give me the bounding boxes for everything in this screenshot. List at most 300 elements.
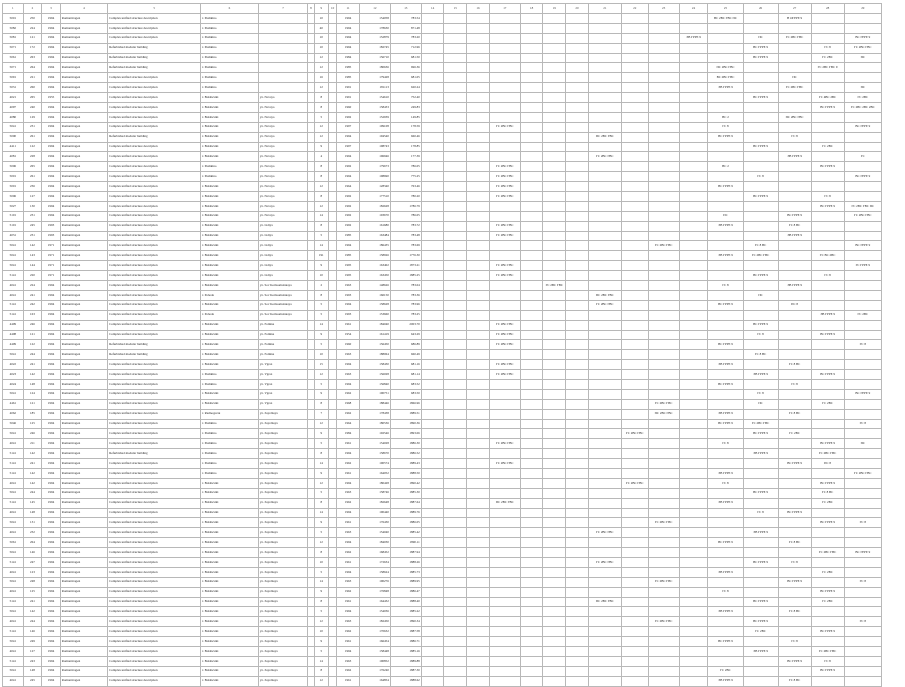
table-cell: 1994	[42, 399, 61, 409]
table-cell: 228	[23, 152, 42, 162]
table-cell: Complex unified structure description	[108, 93, 201, 103]
table-cell: Romanticagen	[60, 567, 107, 577]
table-cell: ГС 2ВС ГВС	[811, 449, 844, 459]
table-cell: ул. Zayelnaya	[258, 577, 308, 587]
table-cell	[444, 201, 467, 211]
table-cell: ГС 8 ВС	[811, 488, 844, 498]
table-cell	[444, 666, 467, 676]
table-cell: Romanticagen	[60, 103, 107, 113]
table-cell	[621, 666, 648, 676]
table-cell: 1963	[337, 528, 360, 538]
table-cell: 1994	[42, 192, 61, 202]
table-cell	[566, 399, 589, 409]
table-cell	[543, 23, 566, 33]
table-cell: 1885.25	[390, 271, 421, 281]
table-cell	[811, 172, 844, 182]
table-cell	[328, 83, 336, 93]
table-cell: 250	[23, 14, 42, 24]
table-cell: 1994	[337, 33, 360, 43]
table-cell	[844, 251, 881, 261]
table-cell: ГС 2ВС	[811, 142, 844, 152]
table-cell: 12	[314, 182, 328, 192]
table-cell: 5141	[3, 271, 24, 281]
table-cell	[679, 122, 708, 132]
table-cell: 4461	[3, 399, 24, 409]
table-cell	[588, 607, 621, 617]
table-cell	[679, 43, 708, 53]
table-cell: 660.49	[390, 350, 421, 360]
table-cell	[621, 399, 648, 409]
table-cell	[489, 419, 520, 429]
table-cell	[621, 379, 648, 389]
table-cell	[421, 281, 444, 291]
table-row	[3, 53, 882, 63]
table-cell	[328, 607, 336, 617]
table-cell	[489, 350, 520, 360]
table-cell	[621, 528, 648, 538]
table-cell: г. Bolsheviki	[201, 251, 259, 261]
table-cell: ГС 2ВС ГВС	[543, 281, 566, 291]
table-cell: ВС ГРРЕ 9	[811, 518, 844, 528]
table-cell	[444, 211, 467, 221]
table-cell: Romanticagen	[60, 93, 107, 103]
table-row	[3, 379, 882, 389]
table-cell	[543, 637, 566, 647]
table-cell	[543, 449, 566, 459]
table-cell: г. Bolsheviki	[201, 112, 259, 122]
table-cell: 775.25	[390, 172, 421, 182]
table-cell: г. Bolsheviki	[201, 656, 259, 666]
table-cell	[743, 23, 778, 33]
table-cell	[444, 577, 467, 587]
table-cell: 4041	[3, 290, 24, 300]
table-cell: г. Pushkino	[201, 33, 259, 43]
table-cell	[543, 577, 566, 587]
table-cell	[648, 271, 679, 281]
table-cell	[520, 142, 543, 152]
table-cell: ГС 2ВС ГВС	[588, 300, 621, 310]
table-cell	[679, 192, 708, 202]
table-cell: 5041	[3, 122, 24, 132]
table-cell	[421, 459, 444, 469]
table-cell	[520, 587, 543, 597]
table-row	[3, 647, 882, 657]
table-cell	[679, 518, 708, 528]
table-cell	[648, 63, 679, 73]
table-cell	[679, 103, 708, 113]
table-cell	[328, 162, 336, 172]
table-cell	[543, 597, 566, 607]
table-cell: ул. Novaya	[258, 192, 308, 202]
table-cell: г. Bolsheviki	[201, 350, 259, 360]
table-cell: 181113	[359, 83, 390, 93]
table-cell	[566, 182, 589, 192]
table-cell	[489, 251, 520, 261]
table-cell: 154040	[359, 528, 390, 538]
table-cell	[421, 508, 444, 518]
table-cell	[566, 290, 589, 300]
table-cell: 786.05	[390, 211, 421, 221]
table-cell: ГС 2ВС ГВС	[648, 617, 679, 627]
table-cell	[566, 419, 589, 429]
table-cell	[328, 241, 336, 251]
table-cell: 5041	[3, 488, 24, 498]
table-cell: 4024	[3, 379, 24, 389]
table-cell: 681.05	[390, 73, 421, 83]
table-cell: ВС ГРРЕ 9	[708, 637, 743, 647]
table-cell	[566, 379, 589, 389]
table-cell	[489, 409, 520, 419]
table-cell	[467, 429, 490, 439]
table-cell: 1997	[337, 142, 360, 152]
table-cell: 172634	[359, 557, 390, 567]
table-cell	[328, 459, 336, 469]
table-cell: 5	[314, 567, 328, 577]
table-cell	[421, 647, 444, 657]
table-cell: Complex unified structure description	[108, 23, 201, 33]
table-cell	[679, 676, 708, 686]
table-cell	[444, 647, 467, 657]
table-cell: ГС 2ВС ГВС	[489, 459, 520, 469]
table-cell: 154036	[359, 607, 390, 617]
table-cell: 1992	[337, 192, 360, 202]
table-cell: Romanticagen	[60, 350, 107, 360]
table-cell: 1866.96	[390, 399, 421, 409]
table-cell: Complex unified structure description	[108, 221, 201, 231]
table-cell: 158746	[359, 488, 390, 498]
table-cell: ЭВ ГРРЕ 9	[708, 409, 743, 419]
table-cell	[489, 300, 520, 310]
table-cell	[648, 567, 679, 577]
table-cell	[328, 152, 336, 162]
table-cell: 178438	[359, 409, 390, 419]
table-cell: 4041	[3, 508, 24, 518]
table-cell	[421, 637, 444, 647]
table-cell: ГС 8	[778, 637, 811, 647]
table-cell: 124	[23, 389, 42, 399]
table-cell	[679, 271, 708, 281]
table-cell: 158448	[359, 647, 390, 657]
table-cell	[520, 350, 543, 360]
table-cell: 681.14	[390, 370, 421, 380]
table-cell: 179673	[359, 162, 390, 172]
table-cell: 15	[314, 360, 328, 370]
table-cell: 4041	[3, 587, 24, 597]
table-cell	[543, 538, 566, 548]
table-row	[3, 172, 882, 182]
table-cell	[708, 647, 743, 657]
table-cell	[648, 290, 679, 300]
table-cell: г. Bolsheviki	[201, 281, 259, 291]
table-cell: ГС 8 ВС	[743, 350, 778, 360]
table-cell	[621, 498, 648, 508]
table-cell: 263	[23, 53, 42, 63]
table-cell: 143	[23, 251, 42, 261]
table-cell: г. Bolsheviki	[201, 498, 259, 508]
table-cell	[444, 360, 467, 370]
table-cell	[566, 211, 589, 221]
table-cell: ВС ГРРЕ 9	[844, 389, 881, 399]
column-header: 13	[390, 4, 421, 14]
table-cell	[328, 597, 336, 607]
table-cell	[543, 459, 566, 469]
table-cell: ул. Zayelnaya	[258, 567, 308, 577]
table-row	[3, 538, 882, 548]
table-cell: 122	[23, 340, 42, 350]
table-cell: ПС	[743, 290, 778, 300]
table-cell	[328, 251, 336, 261]
table-cell	[421, 261, 444, 271]
table-cell	[543, 419, 566, 429]
table-cell	[520, 488, 543, 498]
table-cell	[621, 14, 648, 24]
table-cell: 8	[314, 597, 328, 607]
table-cell	[520, 172, 543, 182]
table-cell	[811, 468, 844, 478]
table-cell: 1994	[42, 172, 61, 182]
table-cell: 1994	[337, 478, 360, 488]
table-cell	[467, 152, 490, 162]
table-cell	[467, 23, 490, 33]
table-cell: 5001	[3, 14, 24, 24]
table-cell	[588, 231, 621, 241]
column-header: 23	[648, 4, 679, 14]
table-cell	[520, 548, 543, 558]
table-cell: ул. Novaya	[258, 112, 308, 122]
table-cell: ГС 8	[811, 656, 844, 666]
table-cell	[844, 567, 881, 577]
table-cell: 783.69	[390, 241, 421, 251]
table-cell	[421, 399, 444, 409]
table-cell	[778, 587, 811, 597]
table-cell	[621, 33, 648, 43]
table-cell: 156450	[359, 340, 390, 350]
table-cell	[489, 647, 520, 657]
table-cell: 154028	[359, 439, 390, 449]
table-cell: ул. Vgraz	[258, 370, 308, 380]
table-cell	[708, 518, 743, 528]
table-cell	[708, 43, 743, 53]
table-cell: 142	[23, 607, 42, 617]
table-cell	[520, 647, 543, 657]
table-cell	[588, 459, 621, 469]
table-cell	[743, 14, 778, 24]
table-cell: ул. Novaya	[258, 93, 308, 103]
table-cell: 4411	[3, 142, 24, 152]
table-cell: ГС 8 ВС	[743, 241, 778, 251]
table-cell: ул. Novaya	[258, 152, 308, 162]
table-cell: Complex unified structure description	[108, 577, 201, 587]
table-cell	[543, 627, 566, 637]
table-cell: 5041	[3, 429, 24, 439]
table-cell	[467, 192, 490, 202]
table-cell: ГС 2ВС ГВС	[489, 340, 520, 350]
table-cell	[444, 192, 467, 202]
table-cell: Romanticagen	[60, 468, 107, 478]
table-cell	[489, 538, 520, 548]
table-cell	[566, 152, 589, 162]
table-cell: Romanticagen	[60, 83, 107, 93]
table-cell: 1994	[42, 73, 61, 83]
table-cell	[328, 429, 336, 439]
table-cell	[566, 23, 589, 33]
table-cell	[844, 498, 881, 508]
table-cell	[679, 211, 708, 221]
column-header: 16	[467, 4, 490, 14]
table-cell: Romanticagen	[60, 370, 107, 380]
table-cell: 10	[314, 14, 328, 24]
table-cell	[520, 152, 543, 162]
table-cell	[328, 488, 336, 498]
table-cell	[258, 63, 308, 73]
table-cell	[679, 73, 708, 83]
table-cell	[467, 419, 490, 429]
table-cell	[811, 73, 844, 83]
table-cell	[743, 103, 778, 113]
table-cell	[743, 152, 778, 162]
column-header-row	[3, 4, 882, 14]
table-cell	[467, 666, 490, 676]
table-cell	[778, 627, 811, 637]
table-cell: ГС 8 ВС	[778, 360, 811, 370]
table-cell: 1984	[337, 429, 360, 439]
table-cell: ГС 8	[844, 617, 881, 627]
table-cell: 182628	[359, 201, 390, 211]
table-row	[3, 73, 882, 83]
table-cell	[520, 399, 543, 409]
table-cell	[543, 261, 566, 271]
table-cell: 1961	[337, 597, 360, 607]
table-cell	[421, 53, 444, 63]
table-cell: 1994	[42, 23, 61, 33]
table-cell: 5	[314, 439, 328, 449]
table-cell	[679, 63, 708, 73]
table-cell	[328, 350, 336, 360]
table-cell	[489, 152, 520, 162]
table-cell: Complex unified structure description	[108, 281, 201, 291]
table-cell	[648, 83, 679, 93]
table-cell: 4041	[3, 617, 24, 627]
table-cell: ПС 2ВС ГВС	[588, 597, 621, 607]
table-cell: 148	[23, 508, 42, 518]
table-cell	[844, 587, 881, 597]
table-cell	[543, 647, 566, 657]
table-cell: ГС 8	[708, 281, 743, 291]
table-cell	[543, 251, 566, 261]
table-cell	[743, 281, 778, 291]
table-cell	[489, 656, 520, 666]
table-cell: 1964	[337, 419, 360, 429]
table-cell: 1955	[42, 93, 61, 103]
table-cell: Complex unified structure description	[108, 607, 201, 617]
table-cell	[566, 300, 589, 310]
table-cell: 1992	[337, 112, 360, 122]
table-cell	[543, 607, 566, 617]
table-cell	[621, 488, 648, 498]
table-cell: г. Bolsheviki	[201, 360, 259, 370]
table-cell	[543, 122, 566, 132]
table-cell	[328, 112, 336, 122]
table-cell	[743, 132, 778, 142]
table-cell: 1971	[42, 261, 61, 271]
table-cell: Refurbished modular building	[108, 340, 201, 350]
table-cell	[844, 132, 881, 142]
table-cell	[444, 310, 467, 320]
table-cell	[328, 53, 336, 63]
table-cell	[811, 350, 844, 360]
table-cell	[588, 162, 621, 172]
table-cell	[520, 83, 543, 93]
table-cell: ГС 2ВС	[778, 429, 811, 439]
table-cell	[679, 300, 708, 310]
table-cell	[489, 241, 520, 251]
table-cell: ВС ГРРЕ 9	[811, 627, 844, 637]
table-cell	[328, 468, 336, 478]
column-header: 14	[421, 4, 444, 14]
table-cell	[844, 350, 881, 360]
table-cell: Complex unified structure description	[108, 330, 201, 340]
table-cell: 1994	[42, 656, 61, 666]
table-cell: Complex unified structure description	[108, 459, 201, 469]
column-header: 3	[42, 4, 61, 14]
table-cell: 4021	[3, 93, 24, 103]
column-header: 12	[359, 4, 390, 14]
table-cell: г. Pushkino	[201, 83, 259, 93]
table-cell	[421, 271, 444, 281]
table-cell	[520, 577, 543, 587]
table-cell: 1960	[337, 103, 360, 113]
table-cell: ул. Fomina	[258, 330, 308, 340]
table-cell: 241	[23, 597, 42, 607]
table-cell: г. Bolsheviki	[201, 261, 259, 271]
table-cell	[621, 647, 648, 657]
table-cell: ул. Zayelnaya	[258, 449, 308, 459]
table-cell	[708, 459, 743, 469]
table-cell: ГС 2ВС	[844, 93, 881, 103]
table-cell	[489, 43, 520, 53]
table-cell	[648, 508, 679, 518]
table-cell: г. Bolsheviki	[201, 221, 259, 231]
table-cell	[844, 330, 881, 340]
table-cell	[621, 201, 648, 211]
table-cell	[421, 172, 444, 182]
table-cell	[467, 449, 490, 459]
table-cell: 1994	[42, 459, 61, 469]
table-cell	[708, 152, 743, 162]
table-cell: Romanticagen	[60, 498, 107, 508]
table-cell: ПС 8	[811, 459, 844, 469]
table-cell	[621, 93, 648, 103]
table-cell: 164432	[359, 597, 390, 607]
table-cell	[679, 93, 708, 103]
table-cell: ГС 2ВС ГВС	[489, 271, 520, 281]
table-cell	[844, 676, 881, 686]
table-cell: Complex unified structure description	[108, 360, 201, 370]
table-cell	[621, 389, 648, 399]
table-cell: ЭВ ГРРЕ 9	[743, 370, 778, 380]
table-cell	[520, 360, 543, 370]
spreadsheet-page	[2, 3, 882, 683]
table-cell	[844, 281, 881, 291]
table-cell	[708, 261, 743, 271]
table-cell	[489, 132, 520, 142]
table-cell: ГС	[844, 152, 881, 162]
table-cell: Romanticagen	[60, 300, 107, 310]
table-row	[3, 577, 882, 587]
table-cell	[444, 142, 467, 152]
table-cell: ГС 8	[778, 557, 811, 567]
table-cell	[621, 637, 648, 647]
